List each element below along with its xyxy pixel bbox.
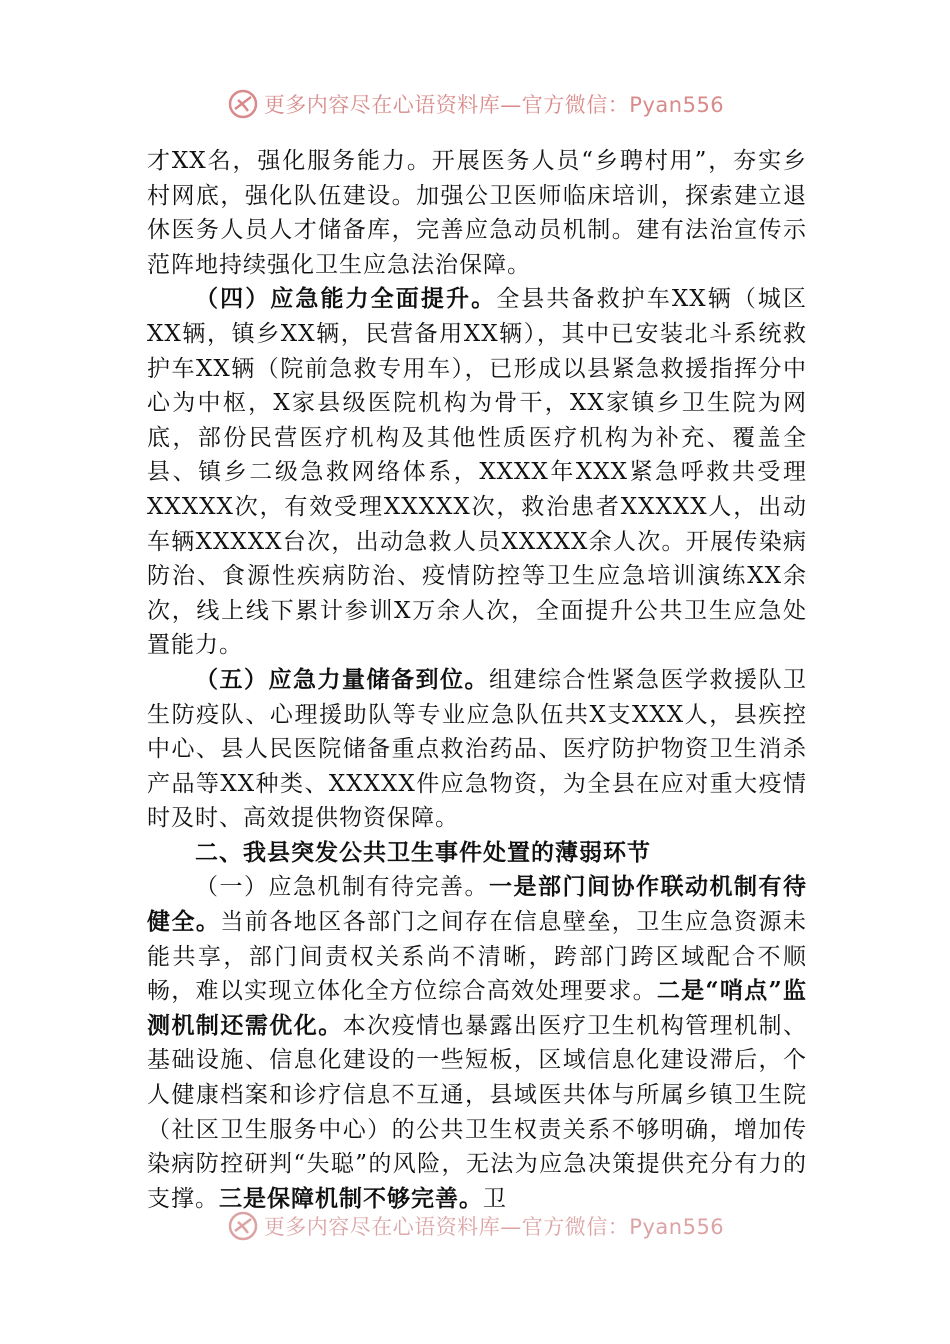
section-heading-5: （五）应急力量储备到位。 (195, 665, 489, 693)
section-heading-1: （一）应急机制有待完善。 (195, 874, 489, 901)
watermark-header (0, 86, 950, 122)
chapter-heading-2: 二、我县突发公共卫生事件处置的薄弱环节 (195, 839, 651, 866)
point-three-text: 卫 (483, 1185, 507, 1212)
seal-logo-icon (226, 1209, 260, 1243)
section-heading-4: （四）应急能力全面提升。 (195, 285, 497, 313)
paragraph-staffing: 才XX名，强化服务能力。开展医务人员“乡聘村用”，夯实乡村网底，强化队伍建设。加强公卫医师临床培训，探索建立退休医务人员人才储备库，完善应急动员机制。建有法治宣传示范阵地持续强化卫生应急法治保障。 (147, 148, 807, 278)
document-body (147, 144, 807, 1216)
paragraph-text: 组建综合性紧急医学救援队卫生防疫队、心理援助队等专业应急队伍共X支XXX人，县疾控中心、县人民医院储备重点救治药品、医疗防护物资卫生消杀产品等XX种类、XXXXX件应急物资，为全县在应对重大疫情时及时、高效提供物资保障。 (147, 666, 807, 832)
paragraph-text: 全县共备救护车XX辆（城区XX辆，镇乡XX辆，民营备用XX辆），其中已安装北斗系统救护车XX辆（院前急救专用车），已形成以县紧急救援指挥分中心为中枢，X家县级医院机构为骨干，XX家镇乡卫生院为网底，部份民营医疗机构及其他性质医疗机构为补充、覆盖全县、镇乡二级急救网络体系，XXXX年XXX紧急呼救共受理XXXXX次，有效受理XXXXX次，救治患者XXXXX人，出动车辆XXXXX台次，出动急救人员XXXXX余人次。开展传染病防治、食源性疾病防治、疫情防控等卫生应急培训演练XX余次，线上线下累计参训X万余人次，全面提升公共卫生应急处置能力。 (147, 286, 808, 659)
paragraph-mechanism (147, 870, 807, 1216)
point-one-text: 当前各地区各部门之间存在信息壁垒，卫生应急资源未能共享，部门间责权关系尚不清晰，跨部门跨区域配合不顺畅，难以实现立体化全方位综合高效处理要求。 (147, 909, 808, 1005)
point-two-heading: 二是“哨点”监测机制还需优化。 (147, 977, 807, 1039)
point-three-heading: 三是保障机制不够完善。 (219, 1184, 483, 1212)
seal-logo-icon (226, 87, 260, 121)
watermark-text: 更多内容尽在心语资料库—官方微信：Pyan556 (263, 93, 725, 117)
point-one-heading: 一是部门间协作联动机制有待健全。 (147, 873, 807, 936)
watermark-footer (0, 1208, 950, 1244)
watermark-text: 更多内容尽在心语资料库—官方微信：Pyan556 (263, 1215, 725, 1239)
point-two-text: 本次疫情也暴露出医疗卫生机构管理机制、基础设施、信息化建设的一些短板，区域信息化建设滞后，个人健康档案和诊疗信息不互通，县域医共体与所属乡镇卫生院（社区卫生服务中心）的公共卫生权责关系不够明确，增加传染病防控研判“失聪”的风险，无法为应急决策提供充分有力的支撑。 (147, 1012, 808, 1212)
paragraph-emergency-capability (147, 282, 807, 663)
paragraph-emergency-reserve (147, 663, 807, 836)
